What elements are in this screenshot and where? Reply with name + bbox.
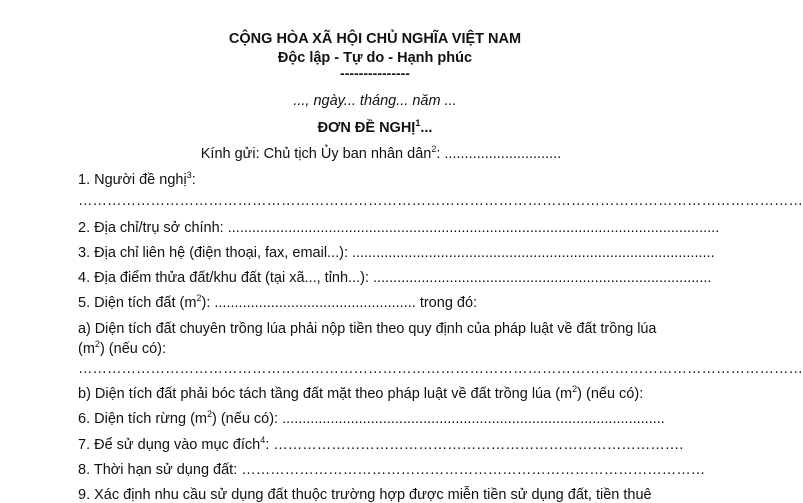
item-a-rice-land-line1: a) Diện tích đất chuyên trồng lúa phải nộp tiền theo quy định của pháp luật về đất trồng lúa bbox=[78, 321, 657, 337]
document-title bbox=[0, 120, 750, 136]
item-7-label: 7. Để sử dụng vào mục đích bbox=[78, 437, 261, 453]
item-6-rest: ) (nếu có): ............................................................................................... bbox=[212, 411, 665, 427]
item-5-rest: ): .................................................. trong đó: bbox=[201, 295, 478, 311]
item-a-fill-line: …………………………………………………………………………………………………………………………………… bbox=[78, 361, 803, 377]
item-b-label: b) Diện tích đất phải bóc tách tầng đất mặt theo pháp luật về đất trồng lúa (m bbox=[78, 386, 573, 402]
item-1-fill-line: …………………………………………………………………………………………………………………………………… bbox=[78, 193, 803, 209]
item-1-colon: : bbox=[191, 172, 196, 188]
item-1-applicant bbox=[78, 172, 660, 188]
motto-divider: --------------- bbox=[340, 65, 410, 81]
item-a-unit-open: (m bbox=[78, 341, 95, 357]
item-b-topsoil-area bbox=[78, 386, 660, 402]
addressee-line bbox=[0, 146, 750, 162]
item-b-rest: ) (nếu có): bbox=[577, 386, 644, 402]
item-9-exemption: 9. Xác định nhu cầu sử dụng đất thuộc trường hợp được miễn tiền sử dụng đất, tiền thuê bbox=[78, 487, 652, 503]
item-4-land-location: 4. Địa điểm thửa đất/khu đất (tại xã..., tỉnh...): .................................................................................... bbox=[78, 270, 712, 286]
addressee-footnote: 2 bbox=[431, 144, 437, 155]
date-line: ..., ngày... tháng... năm ... bbox=[293, 93, 457, 109]
addressee-text: Kính gửi: Chủ tịch Ủy ban nhân dân bbox=[200, 146, 432, 162]
item-5-land-area bbox=[78, 295, 660, 311]
item-a-rice-land-line2 bbox=[78, 341, 660, 357]
item-7-footnote: 4 bbox=[260, 435, 266, 446]
item-1-footnote: 3 bbox=[186, 170, 192, 181]
item-3-contact-address: 3. Địa chỉ liên hệ (điện thoại, fax, email...): .......................................................................................... bbox=[78, 245, 715, 261]
item-7-purpose bbox=[78, 435, 684, 453]
item-a-rest: ) (nếu có): bbox=[99, 341, 167, 357]
item-6-label: 6. Diện tích rừng (m bbox=[78, 411, 207, 427]
item-7-rest: : …………………………………………………………………………. bbox=[265, 437, 684, 453]
item-5-unit-exponent: 2 bbox=[196, 293, 202, 304]
item-2-main-address: 2. Địa chỉ/trụ sở chính: .......................................................................................................................... bbox=[78, 220, 720, 236]
addressee-fill: : ............................. bbox=[436, 146, 562, 162]
item-a-unit-exponent: 2 bbox=[94, 339, 100, 350]
title-footnote: 1 bbox=[415, 118, 421, 129]
country-heading: CỘNG HÒA XÃ HỘI CHỦ NGHĨA VIỆT NAM bbox=[228, 31, 522, 47]
item-1-label: 1. Người đề nghị bbox=[78, 172, 187, 188]
item-b-unit-exponent: 2 bbox=[572, 384, 578, 395]
item-6-forest-area bbox=[78, 409, 665, 427]
title-text: ĐƠN ĐỀ NGHỊ bbox=[317, 120, 416, 136]
item-5-label: 5. Diện tích đất (m bbox=[78, 295, 197, 311]
item-8-usage-term: 8. Thời hạn sử dụng đất: …………………………………………………………………………………… bbox=[78, 462, 706, 478]
item-6-unit-exponent: 2 bbox=[206, 409, 212, 420]
motto: Độc lập - Tự do - Hạnh phúc bbox=[277, 50, 473, 66]
title-suffix: ... bbox=[420, 120, 433, 136]
